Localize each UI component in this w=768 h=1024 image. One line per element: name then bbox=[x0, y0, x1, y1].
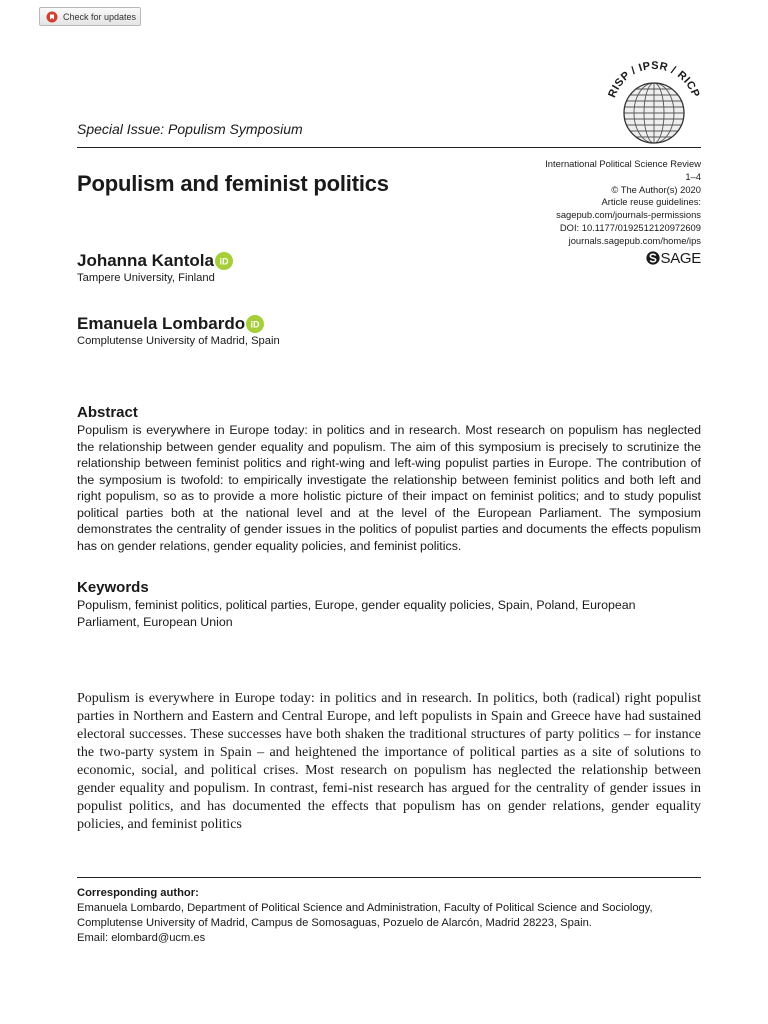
sage-wordmark: SAGE bbox=[660, 249, 701, 267]
check-for-updates-label: Check for updates bbox=[63, 11, 137, 22]
copyright: © The Author(s) 2020 bbox=[611, 183, 701, 195]
footnote-divider bbox=[77, 877, 701, 878]
article-title: Populism and feminist politics bbox=[77, 171, 389, 196]
keywords-heading: Keywords bbox=[77, 579, 149, 596]
orcid-icon[interactable] bbox=[215, 252, 233, 270]
header-divider bbox=[77, 147, 701, 148]
reuse-guidelines-label: Article reuse guidelines: bbox=[601, 196, 701, 208]
author-affiliation: Tampere University, Finland bbox=[77, 272, 215, 284]
svg-text:iD: iD bbox=[219, 256, 229, 267]
check-updates-icon bbox=[46, 11, 58, 23]
permissions-link[interactable]: sagepub.com/journals-permissions bbox=[556, 209, 701, 221]
keywords-text: Populism, feminist politics, political parties, Europe, gender equality policies, Spain, Poland, European Parliament, European Union bbox=[77, 598, 636, 629]
logo-text: RISP / IPSR / RICP bbox=[606, 59, 702, 100]
author-affiliation: Complutense University of Madrid, Spain bbox=[77, 335, 280, 347]
corresponding-author-line: Emanuela Lombardo, Department of Political Science and Administration, Faculty of Political Science and Sociology, bbox=[77, 902, 653, 914]
check-for-updates-button[interactable] bbox=[39, 7, 141, 26]
journal-logo bbox=[599, 58, 707, 144]
sage-logo bbox=[646, 250, 701, 266]
abstract-heading: Abstract bbox=[77, 404, 138, 421]
doi[interactable]: DOI: 10.1177/0192512120972609 bbox=[559, 221, 701, 233]
corresponding-author-note bbox=[77, 886, 701, 946]
corresponding-author-email[interactable]: Email: elombard@ucm.es bbox=[77, 932, 206, 944]
orcid-icon[interactable] bbox=[246, 315, 264, 333]
body-paragraph: Populism is everywhere in Europe today: in politics and in research. In politics, both (radical) right populist parties in Northern and Eastern and Central Europe, and left populists in Spain and Greece have had sustained electoral successes. These successes have both shaken the traditional structures of party politics – for instance the two-party system in Spain – and heightened the importance of political parties as a site of solutions to economic, social, and political crises. Most research on populism has neglected the relationship between gender equality and populism. In contrast, femi-nist research has argued for the centrality of gender issues in populist politics, and has documented the effects that populism has on gender relations, gender equality policies, and feminist politics bbox=[77, 691, 701, 832]
sage-s-icon bbox=[646, 251, 660, 265]
corresponding-author-line: Complutense University of Madrid, Campus de Somosaguas, Pozuelo de Alarcón, Madrid 28223, Spain. bbox=[77, 917, 592, 929]
journal-home-link[interactable]: journals.sagepub.com/home/ips bbox=[568, 234, 701, 246]
page-range: 1–4 bbox=[685, 170, 701, 182]
author-block bbox=[77, 314, 280, 347]
author-name[interactable]: Emanuela Lombardo bbox=[77, 314, 246, 333]
author-block bbox=[77, 251, 233, 284]
journal-name: International Political Science Review bbox=[545, 158, 701, 169]
corresponding-author-heading: Corresponding author: bbox=[77, 887, 199, 899]
special-issue-label: Special Issue: Populism Symposium bbox=[77, 121, 303, 137]
abstract-text: Populism is everywhere in Europe today: in politics and in research. Most research on populism has neglected the relationship between gender equality and populism. The aim of this symposium is precisely to scrutinize the relationship between feminist politics and right-wing and left-wing populist parties in Europe. The contribution of the symposium is twofold: to empirically investigate the relationship between feminist politics and both left and right populism, so as to provide a more holistic picture of their impact on feminist politics; and to study populist political parties both at the national level and at the level of the European Parliament. The symposium demonstrates the centrality of gender issues in the politics of populist parties and documents the effects populism has on gender relations, gender equality policies, and feminist politics. bbox=[77, 423, 701, 553]
author-name[interactable]: Johanna Kantola bbox=[77, 251, 214, 270]
svg-text:iD: iD bbox=[250, 319, 260, 330]
journal-info bbox=[545, 158, 701, 248]
